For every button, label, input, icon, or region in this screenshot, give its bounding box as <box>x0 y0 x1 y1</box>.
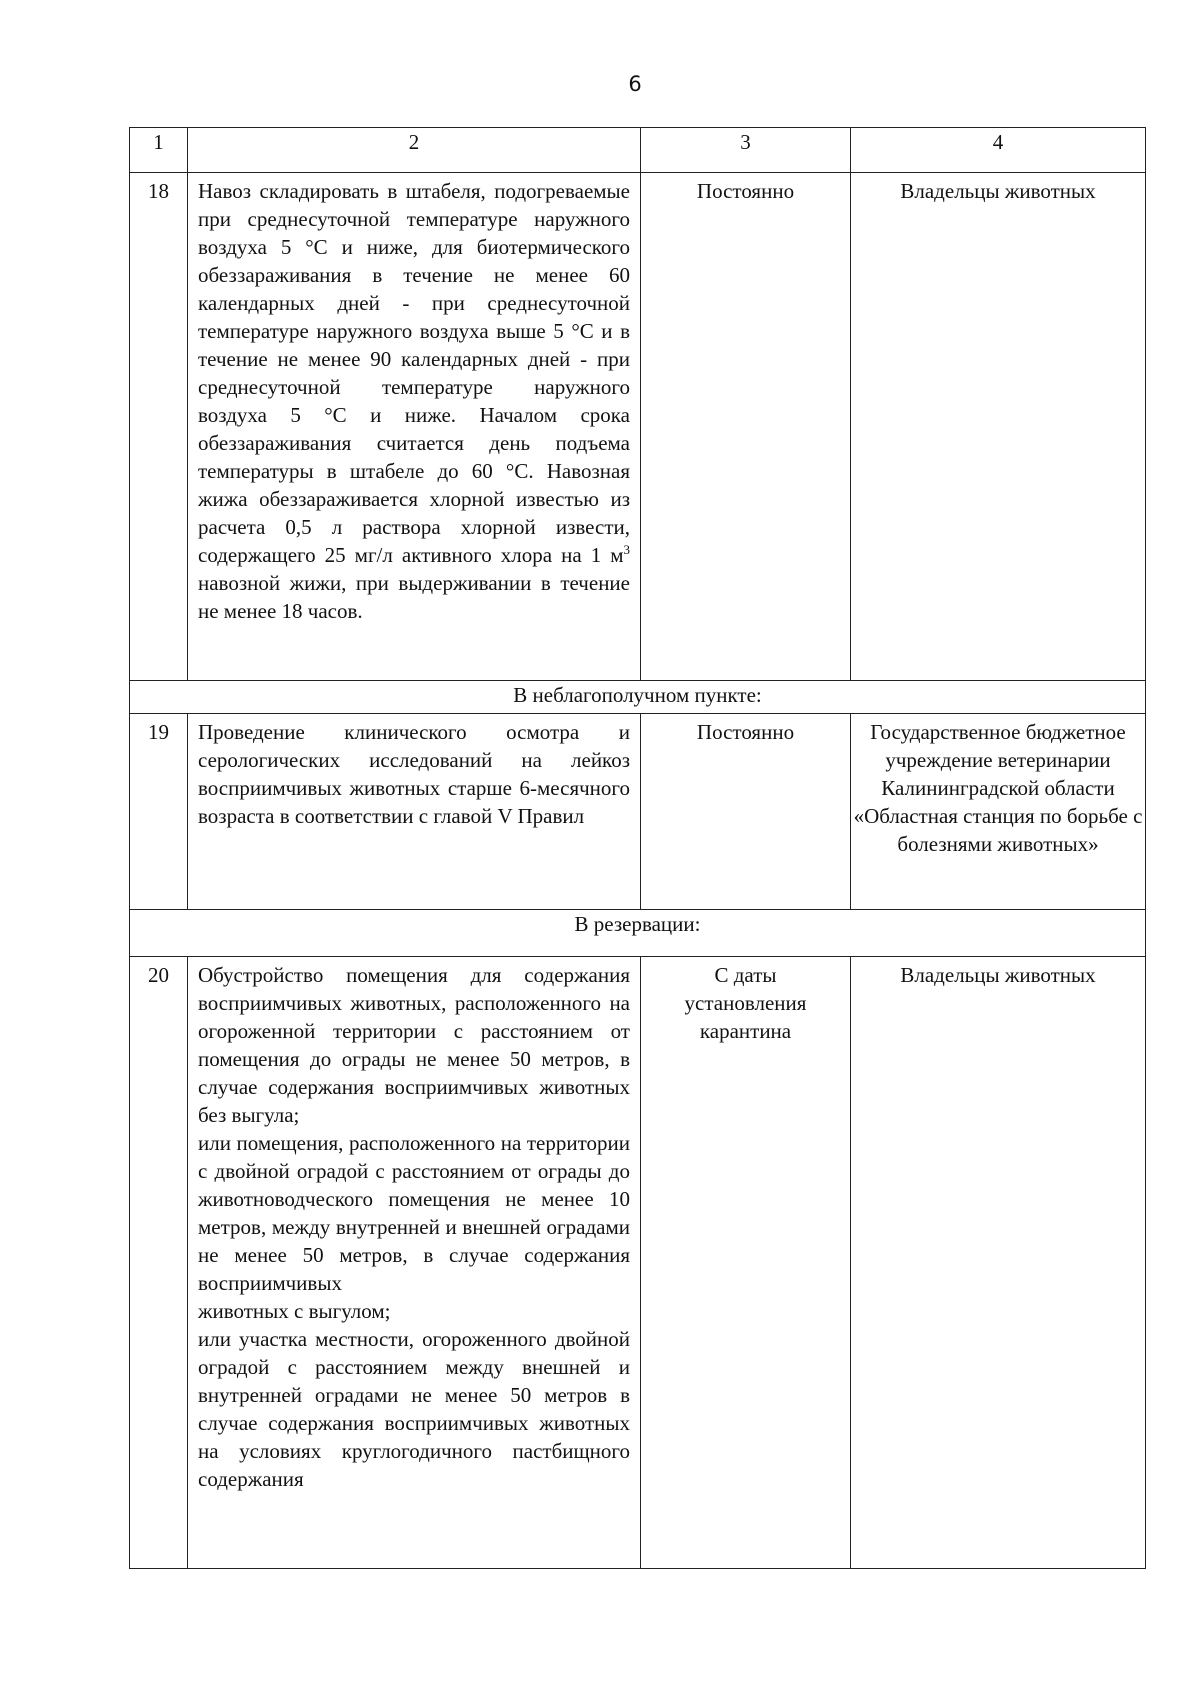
measure-responsible: Владельцы животных <box>851 957 1146 1569</box>
description-paragraph-2: или помещения, расположенного на территории с двойной оградой с расстоянием от ограды до животноводческого помещения не менее 10 метров, между внутренней и внешней оградами не менее 50 метров, в случае содержания восприимчивых <box>198 1131 630 1295</box>
table-row-19 <box>130 714 1146 910</box>
description-paragraph-1: Обустройство помещения для содержания восприимчивых животных, расположенного на огороженной территории с расстоянием от помещения до ограды не менее 50 метров, в случае содержания восприимчивых животных без выгула; <box>198 963 630 1127</box>
measure-term: Постоянно <box>641 714 851 910</box>
measure-responsible: Владельцы животных <box>851 173 1146 681</box>
superscript: 3 <box>623 542 630 557</box>
description-text-cont: навозной жижи, при выдерживании в течение не менее 18 часов. <box>198 571 630 623</box>
section-row-reservation <box>130 910 1146 957</box>
column-header-1: 1 <box>130 128 188 173</box>
row-number: 20 <box>130 957 188 1569</box>
table-header-row <box>130 128 1146 173</box>
section-title: В неблагополучном пункте: <box>130 681 1146 714</box>
table-row-20 <box>130 957 1146 1569</box>
page-number: 6 <box>628 72 642 96</box>
table-row-18 <box>130 173 1146 681</box>
column-header-4: 4 <box>851 128 1146 173</box>
measure-term: С даты установления карантина <box>641 957 851 1569</box>
section-row-unfavorable <box>130 681 1146 714</box>
row-number: 19 <box>130 714 188 910</box>
column-header-2: 2 <box>188 128 641 173</box>
description-paragraph-3: животных с выгулом; <box>198 1299 391 1323</box>
description-text: Навоз складировать в штабеля, подогреваемые при среднесуточной температуре наружного воздуха 5 °С и ниже, для биотермического обеззараживания в течение не менее 60 календарных дней - при среднесуточной температуре наружного воздуха выше 5 °С и в течение не менее 90 календарных дней - при среднесуточной температуре наружного воздуха 5 °С и ниже. Началом срока обеззараживания считается день подъема температуры в штабеле до 60 °С. Навозная жижа обеззараживается хлорной известью из расчета 0,5 л раствора хлорной извести, содержащего 25 мг/л активного хлора на 1 м <box>198 179 630 567</box>
description-paragraph-4: или участка местности, огороженного двойной оградой с расстоянием между внешней и внутренней оградами не менее 50 метров в случае содержания восприимчивых животных на условиях круглогодичного пастбищного содержания <box>198 1327 630 1491</box>
measure-description: Проведение клинического осмотра и серологических исследований на лейкоз восприимчивых животных старше 6-месячного возраста в соответствии с главой V Правил <box>188 714 641 910</box>
measure-description <box>188 957 641 1569</box>
measure-responsible: Государственное бюджетное учреждение ветеринарии Калининградской области «Областная станция по борьбе с болезнями животных» <box>851 714 1146 910</box>
measure-description <box>188 173 641 681</box>
measures-table <box>129 127 1146 1569</box>
measure-term: Постоянно <box>641 173 851 681</box>
section-title: В резервации: <box>130 910 1146 957</box>
column-header-3: 3 <box>641 128 851 173</box>
row-number: 18 <box>130 173 188 681</box>
